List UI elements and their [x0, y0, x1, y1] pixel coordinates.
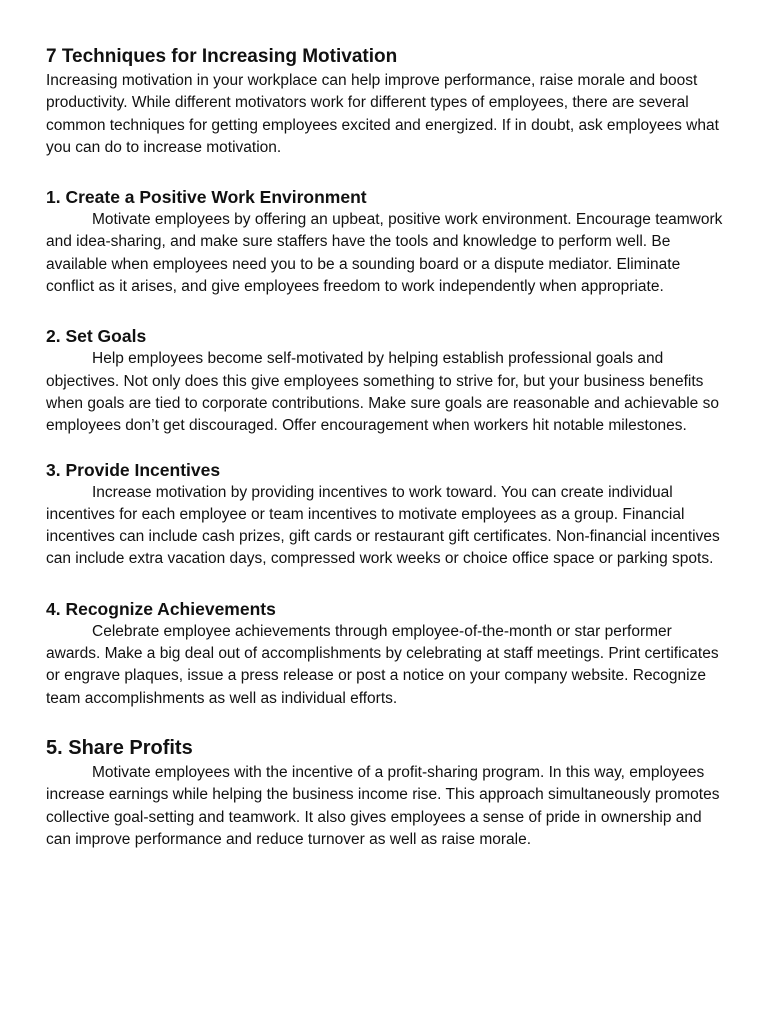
section-heading: 5. Share Profits [46, 736, 193, 759]
section-share-profits [46, 734, 726, 851]
document-page [46, 44, 726, 851]
section-body: Increase motivation by providing incentives to work toward. You can create individual incentives for each employee or team incentives to motivate employees as a group. Financial incentives can include cash prizes, gift cards or restaurant gift certificates. Non-financial incentives can include extra vacation days, compressed work weeks or choice office space or parking spots. [46, 483, 720, 568]
section-heading: 1. Create a Positive Work Environment [46, 187, 367, 208]
section-heading: 2. Set Goals [46, 326, 147, 347]
section-heading: 4. Recognize Achievements [46, 598, 276, 619]
intro-paragraph: Increasing motivation in your workplace can help improve performance, raise morale and boost productivity. While different motivators work for different types of employees, there are several common techniques for getting employees excited and energized. If in doubt, ask employees what you can do to increase motivation. [46, 72, 719, 156]
section-heading: 3. Provide Incentives [46, 459, 221, 480]
section-recognize-achievements [46, 597, 726, 710]
document-title: 7 Techniques for Increasing Motivation [46, 46, 398, 67]
section-positive-environment [46, 185, 726, 298]
section-body: Motivate employees by offering an upbeat, positive work environment. Encourage teamwork and idea-sharing, and make sure staffers have the tools and knowledge to perform well. Be available when employees need you to be a sounding board or a dispute mediator. Eliminate conflict as it arises, and give employees freedom to work independently when appropriate. [46, 211, 723, 296]
section-set-goals [46, 324, 726, 437]
section-body: Help employees become self-motivated by helping establish professional goals and objectives. Not only does this give employees something to strive for, but your business benefits when goals are tied to corporate contributions. Make sure goals are reasonable and achievable so employees don’t get discouraged. Offer encouragement when workers hit notable milestones. [46, 350, 719, 435]
section-body: Motivate employees with the incentive of a profit-sharing program. In this way, employees increase earnings while helping the business income rise. This approach simultaneously promotes collective goal-setting and teamwork. It also gives employees a sense of pride in ownership and can improve performance and reduce turnover as well as raise morale. [46, 763, 720, 848]
section-provide-incentives [46, 458, 726, 571]
section-body: Celebrate employee achievements through employee-of-the-month or star performer awards. Make a big deal out of accomplishments by celebrating at staff meetings. Print certificates or engrave plaques, issue a press release or post a notice on your company website. Recognize team accomplishments as well as individual efforts. [46, 622, 719, 707]
